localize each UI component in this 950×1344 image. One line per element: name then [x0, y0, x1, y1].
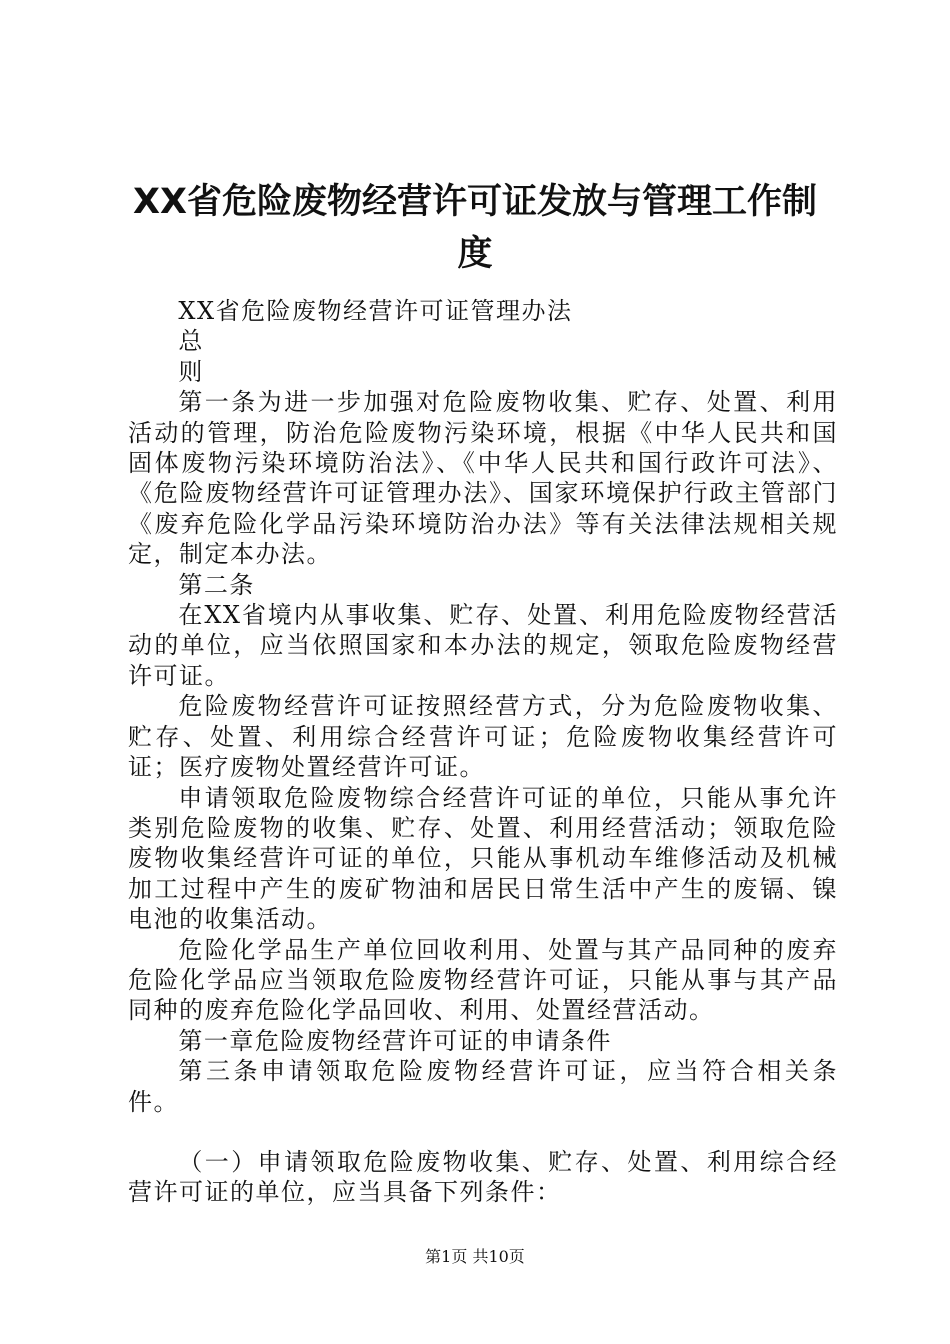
- paragraph-heading-zong: 总: [178, 327, 204, 356]
- paragraph-chemical-producers: 危险化学品生产单位回收利用、处置与其产品同种的废弃危险化学品应当领取危险废物经营许可证，只能从事与其产品同种的废弃危险化学品回收、利用、处置经营活动。: [128, 935, 838, 1025]
- paragraph-article-2-heading: 第二条: [178, 570, 255, 599]
- page-number: 第1页 共10页: [425, 1247, 525, 1266]
- paragraph-chapter-1: 第一章危险废物经营许可证的申请条件: [178, 1026, 612, 1055]
- paragraph-license-scope: 申请领取危险废物综合经营许可证的单位，只能从事允许类别危险废物的收集、贮存、处置、利用经营活动；领取危险废物收集经营许可证的单位，只能从事机动车维修活动及机械加工过程中产生的废矿物油和居民日常生活中产生的废镉、镍电池的收集活动。: [128, 783, 838, 934]
- paragraph-article-1: 第一条为进一步加强对危险废物收集、贮存、处置、利用活动的管理，防治危险废物污染环境，根据《中华人民共和国固体废物污染环境防治法》、《中华人民共和国行政许可法》、《危险废物经营许可证管理办法》、国家环境保护行政主管部门《废弃危险化学品污染环境防治办法》等有关法律法规相关规定，制定本办法。: [128, 388, 838, 569]
- document-title: XX省危险废物经营许可证发放与管理工作制度: [133, 182, 817, 274]
- paragraph-article-2-body: 在XX省境内从事收集、贮存、处置、利用危险废物经营活动的单位，应当依照国家和本办法的规定，领取危险废物经营许可证。: [128, 601, 838, 690]
- paragraph-subtitle: XX省危险废物经营许可证管理办法: [178, 297, 573, 325]
- paragraph-heading-ze: 则: [178, 357, 204, 386]
- paragraph-condition-1: （一）申请领取危险废物收集、贮存、处置、利用综合经营许可证的单位，应当具备下列条件：: [128, 1147, 838, 1207]
- paragraph-license-types: 危险废物经营许可证按照经营方式，分为危险废物收集、贮存、处置、利用综合经营许可证；危险废物收集经营许可证；医疗废物处置经营许可证。: [128, 692, 838, 782]
- paragraph-article-3: 第三条申请领取危险废物经营许可证，应当符合相关条件。: [128, 1057, 838, 1116]
- paragraph-gap: [128, 1117, 838, 1147]
- document-body: [128, 296, 838, 1208]
